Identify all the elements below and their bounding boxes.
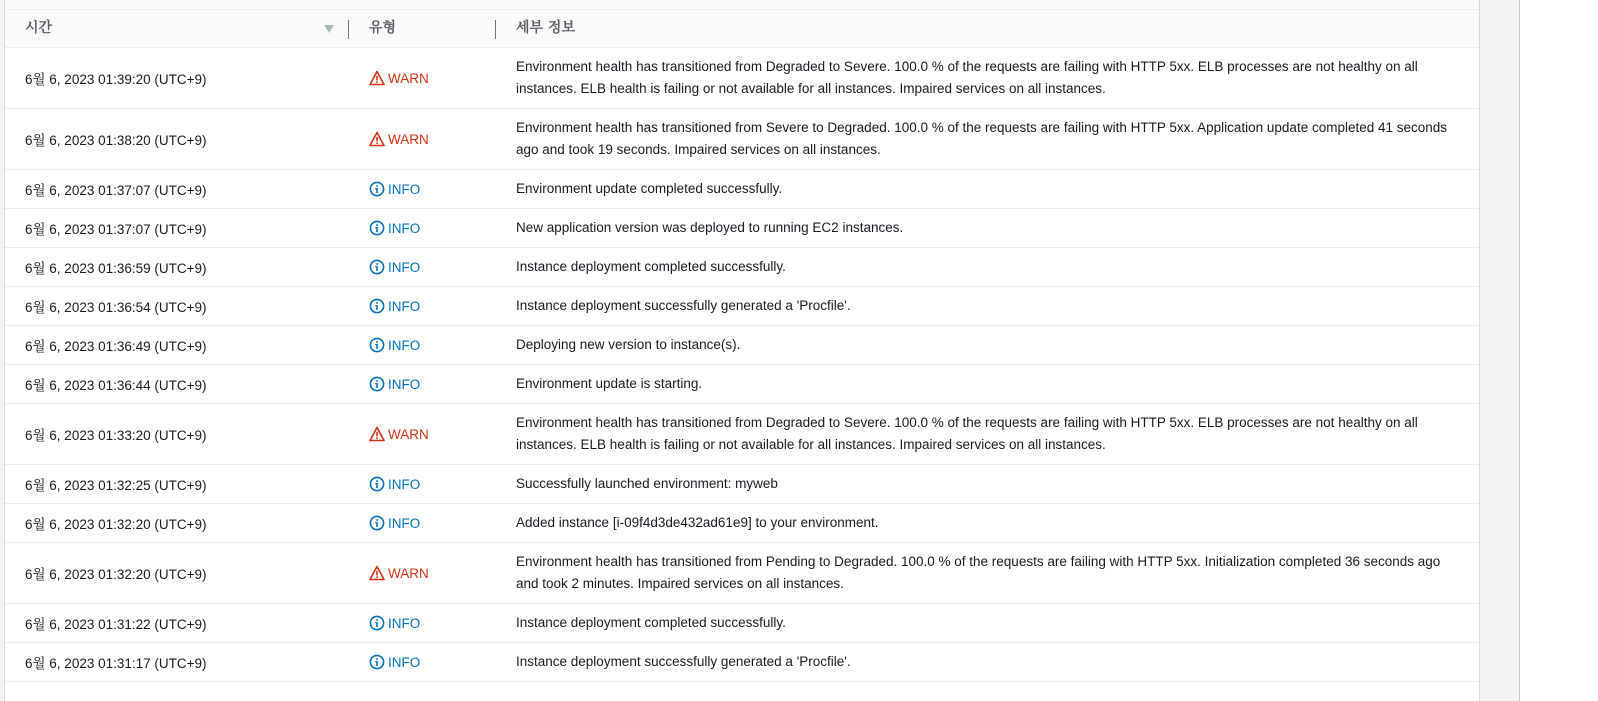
- event-type-label: INFO: [388, 654, 421, 670]
- table-row: [5, 109, 1479, 170]
- table-row: [5, 365, 1479, 404]
- event-type-label: WARN: [388, 131, 429, 147]
- event-time: 6월 6, 2023 01:32:25 (UTC+9): [25, 478, 207, 493]
- table-row: [5, 604, 1479, 643]
- table-body: [5, 48, 1479, 682]
- event-type-label: WARN: [388, 565, 429, 581]
- event-time: 6월 6, 2023 01:39:20 (UTC+9): [25, 72, 207, 87]
- event-detail: Environment update completed successfully.: [516, 181, 783, 196]
- table-top-edge: [5, 0, 1479, 10]
- event-type-label: INFO: [388, 476, 421, 492]
- event-type-label: INFO: [388, 615, 421, 631]
- event-detail: Instance deployment completed successfully.: [516, 259, 786, 274]
- column-header-detail[interactable]: 세부 정보: [516, 20, 575, 36]
- table-row: [5, 504, 1479, 543]
- column-resizer-type[interactable]: [495, 20, 496, 39]
- event-time: 6월 6, 2023 01:32:20 (UTC+9): [25, 517, 207, 532]
- event-detail: Environment health has transitioned from Degraded to Severe. 100.0 % of the requests are failing with HTTP 5xx. ELB processes are not healthy on all instances. ELB health is failing or not available for all instances. Impaired services on all instances.: [516, 59, 1418, 96]
- event-type-label: INFO: [388, 298, 421, 314]
- event-detail: Instance deployment successfully generated a 'Procfile'.: [516, 298, 851, 313]
- sort-caret-down-icon[interactable]: [324, 25, 334, 33]
- event-time: 6월 6, 2023 01:31:22 (UTC+9): [25, 617, 207, 632]
- column-header-time[interactable]: 시간: [25, 20, 53, 36]
- info-circle-icon: [369, 615, 385, 631]
- info-circle-icon: [369, 298, 385, 314]
- table-header: [5, 10, 1479, 48]
- event-detail: Added instance [i-09f4d3de432ad61e9] to your environment.: [516, 515, 879, 530]
- event-time: 6월 6, 2023 01:32:20 (UTC+9): [25, 567, 207, 582]
- event-type: [369, 365, 420, 403]
- event-detail: New application version was deployed to running EC2 instances.: [516, 220, 904, 235]
- events-table-panel: [4, 0, 1480, 701]
- event-time: 6월 6, 2023 01:31:17 (UTC+9): [25, 656, 207, 671]
- event-detail: Environment health has transitioned from Severe to Degraded. 100.0 % of the requests are failing with HTTP 5xx. Application update completed 41 seconds ago and took 19 seconds. Impaired services on all instances.: [516, 120, 1448, 157]
- event-type: [369, 543, 429, 603]
- warning-triangle-icon: [369, 70, 385, 86]
- event-type-label: INFO: [388, 259, 421, 275]
- info-circle-icon: [369, 181, 385, 197]
- scrollbar-region[interactable]: [1520, 0, 1598, 701]
- info-circle-icon: [369, 654, 385, 670]
- info-circle-icon: [369, 476, 385, 492]
- event-type-label: INFO: [388, 376, 421, 392]
- event-type-label: WARN: [388, 70, 429, 86]
- event-type: [369, 48, 429, 108]
- event-type-label: INFO: [388, 181, 421, 197]
- info-circle-icon: [369, 337, 385, 353]
- table-row: [5, 248, 1479, 287]
- event-type: [369, 404, 429, 464]
- event-type: [369, 209, 420, 247]
- event-detail: Instance deployment successfully generated a 'Procfile'.: [516, 654, 851, 669]
- info-circle-icon: [369, 376, 385, 392]
- event-type: [369, 170, 420, 208]
- event-type: [369, 326, 420, 364]
- scrollbar-track[interactable]: [1519, 0, 1520, 701]
- event-type: [369, 109, 429, 169]
- event-detail: Successfully launched environment: myweb: [516, 476, 778, 491]
- event-type: [369, 504, 420, 542]
- event-time: 6월 6, 2023 01:36:54 (UTC+9): [25, 300, 207, 315]
- table-row: [5, 643, 1479, 682]
- info-circle-icon: [369, 220, 385, 236]
- event-type-label: INFO: [388, 337, 421, 353]
- event-time: 6월 6, 2023 01:38:20 (UTC+9): [25, 133, 207, 148]
- event-time: 6월 6, 2023 01:36:44 (UTC+9): [25, 378, 207, 393]
- table-row: [5, 465, 1479, 504]
- event-detail: Environment update is starting.: [516, 376, 703, 391]
- table-row: [5, 209, 1479, 248]
- info-circle-icon: [369, 515, 385, 531]
- event-type-label: INFO: [388, 515, 421, 531]
- event-type-label: INFO: [388, 220, 421, 236]
- table-row: [5, 543, 1479, 604]
- event-type: [369, 465, 420, 503]
- event-detail: Deploying new version to instance(s).: [516, 337, 741, 352]
- table-row: [5, 326, 1479, 365]
- column-header-type[interactable]: 유형: [369, 20, 397, 36]
- event-time: 6월 6, 2023 01:37:07 (UTC+9): [25, 222, 207, 237]
- info-circle-icon: [369, 259, 385, 275]
- event-time: 6월 6, 2023 01:33:20 (UTC+9): [25, 428, 207, 443]
- event-detail: Environment health has transitioned from Degraded to Severe. 100.0 % of the requests are failing with HTTP 5xx. ELB processes are not healthy on all instances. ELB health is failing or not available for all instances. Impaired services on all instances.: [516, 415, 1418, 452]
- column-resizer-time[interactable]: [348, 20, 349, 39]
- event-type: [369, 248, 420, 286]
- table-row: [5, 287, 1479, 326]
- event-type: [369, 643, 420, 681]
- warning-triangle-icon: [369, 131, 385, 147]
- event-detail: Instance deployment completed successfully.: [516, 615, 786, 630]
- event-type: [369, 287, 420, 325]
- event-time: 6월 6, 2023 01:37:07 (UTC+9): [25, 183, 207, 198]
- table-row: [5, 404, 1479, 465]
- table-row: [5, 48, 1479, 109]
- event-type-label: WARN: [388, 426, 429, 442]
- event-time: 6월 6, 2023 01:36:49 (UTC+9): [25, 339, 207, 354]
- event-detail: Environment health has transitioned from Pending to Degraded. 100.0 % of the requests are failing with HTTP 5xx. Initialization completed 36 seconds ago and took 2 minutes. Impaired services on all instances.: [516, 554, 1441, 591]
- table-row: [5, 170, 1479, 209]
- event-type: [369, 604, 420, 642]
- event-time: 6월 6, 2023 01:36:59 (UTC+9): [25, 261, 207, 276]
- warning-triangle-icon: [369, 565, 385, 581]
- warning-triangle-icon: [369, 426, 385, 442]
